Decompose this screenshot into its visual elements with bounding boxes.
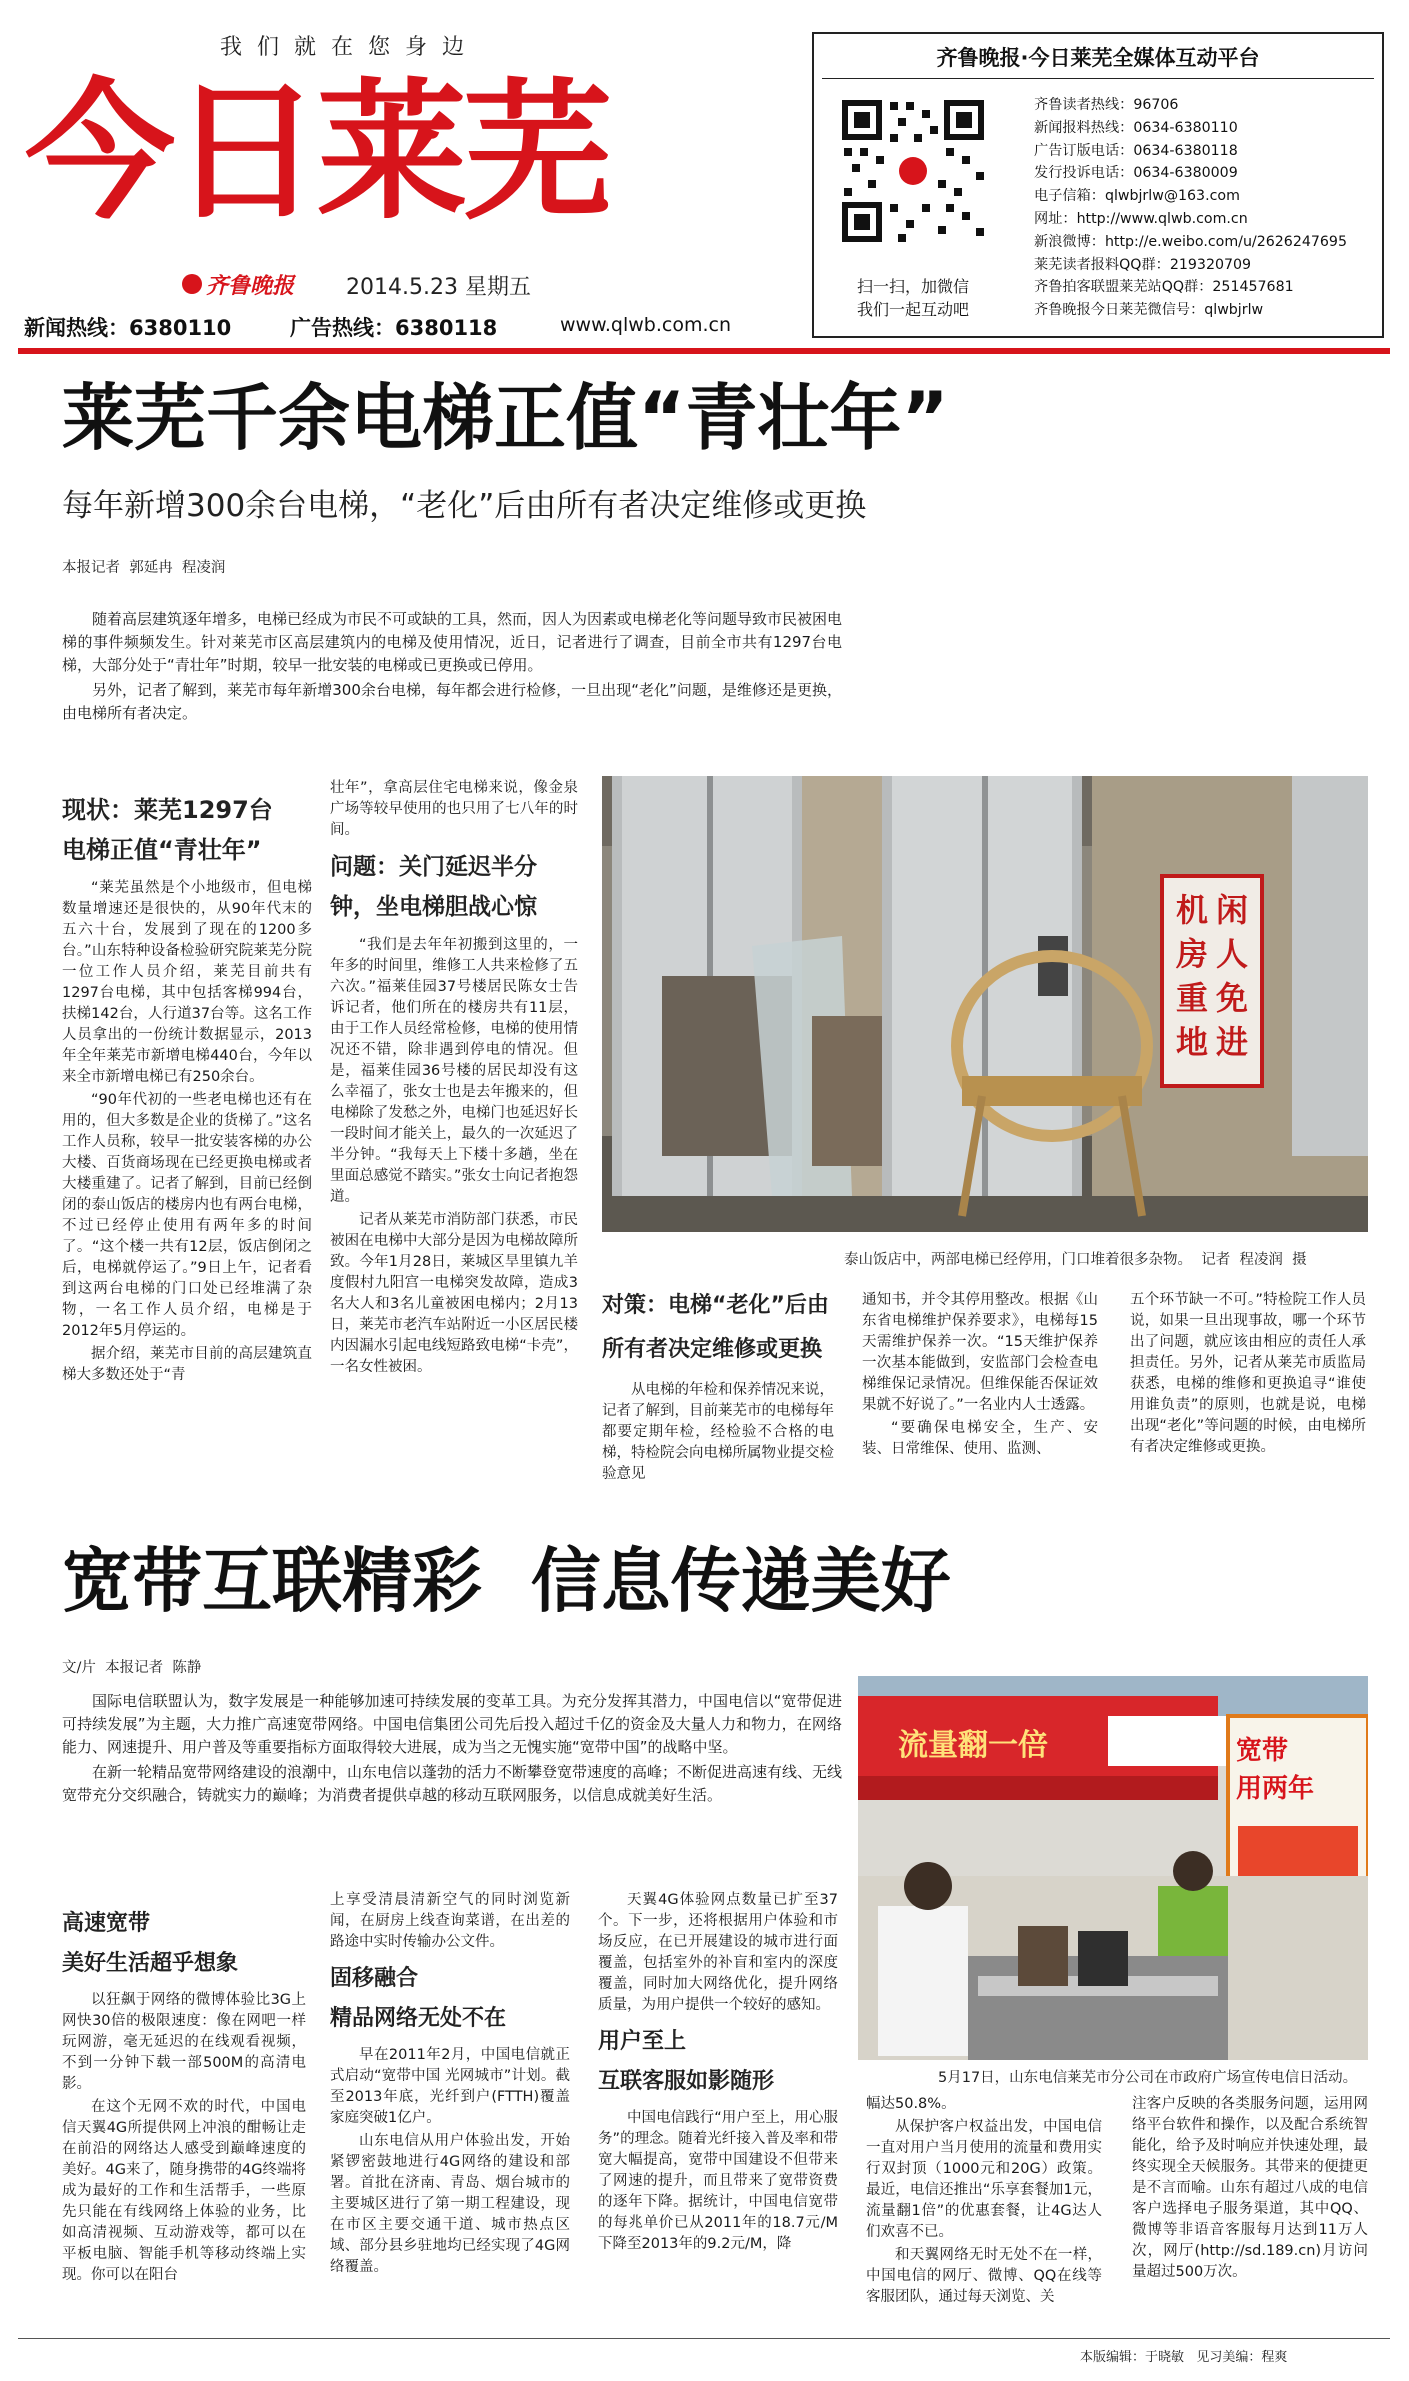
article2-headline: 宽带互联精彩 信息传递美好 bbox=[62, 1540, 951, 1622]
article2-byline: 文/片 本报记者 陈静 bbox=[62, 1660, 202, 1676]
article1-intro bbox=[62, 608, 842, 727]
section-title-line: 美好生活超乎想象 bbox=[62, 1951, 239, 1976]
article2-col2 bbox=[330, 1890, 570, 2330]
article1-para: “莱芜虽然是个小地级市，但电梯数量增速还是很快的，从90年代末的五六十台，发展到了现在的1200多台。”山东特种设备检验研究院莱芜分院一位工作人员介绍，莱芜目前共有1297台电梯，其中包括客梯994台，扶梯142台，人行道37台等。这名工作人员拿出的一份统计数据显示，2013年全年莱芜市新增电梯440台，今年以来全市新增电梯已有250余台。 bbox=[62, 880, 312, 1085]
article1-intro-para: 随着高层建筑逐年增多，电梯已经成为市民不可或缺的工具，然而，因人为因素或电梯老化等问题导致市民被困电梯的事件频频发生。针对莱芜市区高层建筑内的电梯及使用情况，近日，记者进行了调查，目前全市共有1297台电梯，大部分处于“青壮年”时期，较早一批安装的电梯或已更换或已停用。 bbox=[62, 610, 843, 674]
article2-para: 在这个无网不欢的时代，中国电信天翼4G所提供网上冲浪的酣畅让走在前沿的网络达人感受到巅峰速度的美好。4G来了，随身携带的4G终端将成为最好的工作和生活帮手，一些原先只能在有线网络上体验的业务，比如高清视频、互动游戏等，都可以在平板电脑、智能手机等移动终端上实现。你可以在阳台 bbox=[62, 2099, 306, 2283]
platform-title: 齐鲁晚报·今日莱芜全媒体互动平台 bbox=[936, 46, 1260, 70]
section-title-line: 互联客服如影随形 bbox=[598, 2069, 775, 2094]
article2-col4 bbox=[866, 2094, 1102, 2330]
article2-intro-para: 国际电信联盟认为，数字发展是一种能够加速可持续发展的变革工具。为充分发挥其潜力，中国电信以“宽带促进可持续发展”为主题，大力推广高速宽带网络。中国电信集团公司先后投入超过千亿的资金及大量人力和物力，在网络能力、网速提升、用户普及等重要指标方面取得较大进展，成为当之无愧实施“宽带中国”的战略中坚。 bbox=[62, 1692, 842, 1756]
partner-name: 齐鲁晚报 bbox=[206, 272, 295, 299]
article2-section1-title bbox=[62, 1904, 312, 1984]
section-title-line: 问题：关门延迟半分 bbox=[330, 854, 537, 880]
masthead-slogan: 我 们 就 在 您 身 边 bbox=[220, 35, 468, 60]
contact-complaint-phone: 发行投诉电话：0634-6380009 bbox=[1034, 165, 1238, 182]
article1-col4 bbox=[862, 1290, 1098, 1500]
article2-section3-title bbox=[598, 2022, 838, 2102]
sign-char: 闲 bbox=[1215, 891, 1248, 929]
article1-section3-title bbox=[602, 1284, 852, 1372]
qr-code[interactable] bbox=[838, 96, 988, 246]
article1-para: 壮年”，拿高层住宅电梯来说，像金泉广场等较早使用的也只用了七八年的时间。 bbox=[330, 780, 578, 838]
article1-subheadline: 每年新增300余台电梯，“老化”后由所有者决定维修或更换 bbox=[62, 488, 867, 524]
article1-para: “90年代初的一些老电梯也还有在用的，但大多数是企业的货梯了。”这名工作人员称，较早一批安装客梯的办公大楼、百货商场现在已经更换电梯或者大楼重建了。记者了解到，目前已经倒闭的泰山饭店的楼房内也有两台电梯，不过已经停止使用有两年多的时间了。“这个楼一共有12层，饭店倒闭之后，电梯就停运了。”9日上午，记者看到这两台电梯的门口处已经堆满了杂物，一名工作人员介绍，电梯是于2012年5月停运的。 bbox=[62, 1092, 312, 1339]
platform-divider bbox=[822, 78, 1374, 79]
section-title-line: 现状：莱芜1297台 bbox=[62, 796, 273, 824]
article2-intro bbox=[62, 1690, 842, 1809]
article1-para: 据介绍，莱芜市目前的高层建筑直梯大多数还处于“青 bbox=[62, 1346, 312, 1383]
telecom-photo bbox=[858, 1676, 1368, 2060]
article2-para: 山东电信从用户体验出发，开始紧锣密鼓地进行4G网络的建设和部署。首批在济南、青岛、烟台城市的主要城区进行了第一期工程建设，现在市区主要交通干道、城市热点区域、部分县乡驻地均已经实现了4G网络覆盖。 bbox=[330, 2133, 570, 2275]
masthead-title: 今日莱芜 bbox=[25, 66, 610, 240]
section-title-line: 所有者决定维修或更换 bbox=[602, 1337, 823, 1362]
news-hotline: 新闻热线：6380110 bbox=[24, 316, 232, 340]
article2-para: 早在2011年2月，中国电信就正式启动“宽带中国 光网城市”计划。截至2013年底，光纤到户(FTTH)覆盖家庭突破1亿户。 bbox=[330, 2047, 570, 2126]
contact-list bbox=[1034, 94, 1379, 322]
article1-headline: 莱芜千余电梯正值“青壮年” bbox=[62, 376, 949, 460]
article2-para: 注客户反映的各类服务问题，运用网络平台软件和操作，以及配合系统智能化，给予及时响应并快速处理，最终实现全天候服务。其带来的便捷更是不言而喻。山东有超过八成的电信客户选择电子服务渠道，其中QQ、微博等非语音客服每月达到11万人次，网厅(http://sd.189.cn)月访问量超过500万次。 bbox=[1132, 2096, 1368, 2280]
article2-para: 和天翼网络无时无处不在一样，中国电信的网厅、微博、QQ在线等客服团队，通过每天浏览、关 bbox=[866, 2247, 1102, 2305]
article2-para: 天翼4G体验网点数量已扩至37个。下一步，还将根据用户体验和市场反应，在已开展建设的城市进行面覆盖，包括室外的补盲和室内的深度覆盖，同时加大网络优化，提升网络质量，为用户提供一个较好的感知。 bbox=[598, 1892, 838, 2013]
article2-intro-para: 在新一轮精品宽带网络建设的浪潮中，山东电信以蓬勃的活力不断攀登宽带速度的高峰；不断促进高速有线、无线宽带充分交织融合，铸就实力的巅峰；为消费者提供卓越的移动互联网服务，以信息成就美好生活。 bbox=[62, 1763, 843, 1804]
website-url[interactable]: www.qlwb.com.cn bbox=[560, 314, 731, 336]
section-title-line: 高速宽带 bbox=[62, 1911, 151, 1936]
masthead-rule bbox=[18, 348, 1390, 354]
contact-qq-group: 莱芜读者报料QQ群：219320709 bbox=[1034, 256, 1252, 273]
article1-col3 bbox=[602, 1380, 834, 1500]
contact-email[interactable]: 电子信箱：qlwbjrlw@163.com bbox=[1034, 188, 1240, 205]
issue-date: 2014.5.23 星期五 bbox=[346, 275, 531, 300]
article2-section2-title bbox=[330, 1959, 570, 2039]
article1-intro-para: 另外，记者了解到，莱芜市每年新增300余台电梯，每年都会进行检修，一旦出现“老化”问题，是维修还是更换，由电梯所有者决定。 bbox=[62, 681, 842, 722]
article2-para: 以狂飙于网络的微博体验比3G上网快30倍的极限速度：像在网吧一样玩网游，毫无延迟的在线观看视频，不到一分钟下载一部500M的高清电影。 bbox=[62, 1992, 306, 2092]
section-title-line: 精品网络无处不在 bbox=[330, 2006, 507, 2031]
section-title-line: 用户至上 bbox=[598, 2029, 687, 2054]
qr-caption-line2: 我们一起互动吧 bbox=[856, 300, 969, 319]
article2-para: 中国电信践行“用户至上，用心服务”的理念。随着光纤接入普及率和带宽大幅提高，宽带中国建设不但带来了网速的提升，而且带来了宽带资费的逐年下降。据统计，中国电信宽带的每兆单价已从2011年的18.7元/M下降至2013年的9.2元/M，降 bbox=[598, 2110, 838, 2252]
article2-para: 从保护客户权益出发，中国电信一直对用户当月使用的流量和费用实行双封顶（1000元和20G）政策。最近，电信还推出“乐享套餐加1元，流量翻1倍”的优惠套餐，让4G达人们欢喜不已。 bbox=[866, 2119, 1102, 2240]
article2-col5 bbox=[1132, 2094, 1368, 2330]
section-title-line: 电梯正值“青壮年” bbox=[62, 836, 262, 864]
section-title-line: 钟，坐电梯胆战心惊 bbox=[330, 894, 537, 920]
footer-editor: 本版编辑：于晓敏 见习美编：程爽 bbox=[1080, 2350, 1288, 2365]
article1-para: “我们是去年年初搬到这里的，一年多的时间里，维修工人共来检修了五六次。”福莱佳园37号楼居民陈女士告诉记者，他们所在的楼房共有11层，由于工作人员经常检修，电梯的使用情况还不错，除非遇到停电的情况。但是，福莱佳园36号楼的居民却没有这么幸福了，张女士也是去年搬来的，但电梯除了发愁之外，电梯门也延迟好长一段时间才能关上，最久的一次延迟了半分钟。“我每天上下楼十多趟，坐在里面总感觉不踏实。”张女士向记者抱怨道。 bbox=[330, 937, 578, 1205]
article2-para: 上享受清晨清新空气的同时浏览新闻，在厨房上线查询菜谱，在出差的路途中实时传输办公文件。 bbox=[330, 1892, 570, 1950]
contact-paike-qq: 齐鲁拍客联盟莱芜站QQ群：251457681 bbox=[1034, 279, 1294, 296]
article1-col2 bbox=[330, 778, 578, 1498]
partner-logo-icon bbox=[182, 274, 202, 294]
section-title-line: 固移融合 bbox=[330, 1966, 419, 1991]
elevator-photo-caption: 泰山饭店中，两部电梯已经停用，门口堆着很多杂物。 记者 程凌润 摄 bbox=[844, 1252, 1307, 1268]
article2-para: 幅达50.8%。 bbox=[866, 2096, 956, 2112]
footer-rule bbox=[18, 2338, 1390, 2339]
contact-ad-phone: 广告订版电话：0634-6380118 bbox=[1034, 142, 1238, 159]
board-line: 用两年 bbox=[1236, 1774, 1315, 1804]
photo-banner-text: 流量翻一倍 bbox=[898, 1728, 1048, 1763]
article1-para: 记者从莱芜市消防部门获悉，市民被困在电梯中大部分是因为电梯故障所致。今年1月28日，莱城区旱里镇九羊度假村九阳宫一电梯突发故障，造成3名大人和3名儿童被困电梯内；2月13日，莱芜市老汽车站附近一小区居民楼内因漏水引起电线短路致电梯“卡壳”，一名女性被困。 bbox=[330, 1212, 578, 1375]
contact-weibo[interactable]: 新浪微博：http://e.weibo.com/u/2626247695 bbox=[1034, 233, 1347, 250]
section-title-line: 对策：电梯“老化”后由 bbox=[602, 1293, 829, 1318]
article1-para: “要确保电梯安全，生产、安装、日常维保、使用、监测、 bbox=[862, 1420, 1098, 1457]
sign-char: 地 bbox=[1175, 1023, 1208, 1061]
article1-para: 通知书，并令其停用整改。根据《山东省电梯维护保养要求》，电梯每15天需维护保养一次。“15天维护保养一次基本能做到，安监部门会检查电梯维保记录情况。但维保能否保证效果就不好说了。”一名业内人士透露。 bbox=[862, 1292, 1098, 1413]
telecom-photo-caption: 5月17日，山东电信莱芜市分公司在市政府广场宣传电信日活动。 bbox=[938, 2070, 1358, 2086]
contact-news-hotline: 新闻报料热线：0634-6380110 bbox=[1034, 119, 1238, 136]
platform-box bbox=[812, 32, 1384, 338]
article1-byline: 本报记者 郭延冉 程凌润 bbox=[62, 560, 226, 576]
board-line: 宽带 bbox=[1236, 1736, 1289, 1766]
article1-para: 五个环节缺一不可。”特检院工作人员说，如果一旦出现事故，哪一个环节出了问题，就应该由相应的责任人承担责任。另外，记者从莱芜市质监局获悉，电梯的维修和更换追寻“谁使用谁负责”的原则，也就是说，电梯出现“老化”等问题的时候，由电梯所有者决定维修或更换。 bbox=[1130, 1292, 1366, 1455]
sign-char: 进 bbox=[1215, 1023, 1248, 1061]
elevator-photo bbox=[602, 776, 1368, 1232]
contact-website[interactable]: 网址：http://www.qlwb.com.cn bbox=[1034, 210, 1248, 227]
partner-logo bbox=[182, 270, 294, 298]
article1-col1 bbox=[62, 878, 312, 1498]
ad-hotline: 广告热线：6380118 bbox=[290, 316, 498, 340]
article2-col3 bbox=[598, 1890, 838, 2330]
sign-char: 人 bbox=[1215, 935, 1248, 973]
contact-reader-hotline: 齐鲁读者热线：96706 bbox=[1034, 97, 1179, 113]
article1-section1-title bbox=[62, 790, 302, 870]
article1-section2-title bbox=[330, 847, 578, 927]
sign-char: 重 bbox=[1175, 979, 1208, 1017]
photo-board-text bbox=[1236, 1732, 1314, 1808]
article2-col1 bbox=[62, 1990, 306, 2330]
sign-char: 机 bbox=[1175, 891, 1208, 929]
sign-char: 房 bbox=[1175, 935, 1208, 973]
article1-para: 从电梯的年检和保养情况来说，记者了解到，目前莱芜市的电梯每年都要定期年检，经检验不合格的电梯，特检院会向电梯所属物业提交检验意见 bbox=[602, 1382, 834, 1482]
qr-caption-line1: 扫一扫，加微信 bbox=[856, 277, 969, 296]
article1-col5 bbox=[1130, 1290, 1366, 1500]
contact-wechat: 齐鲁晚报今日莱芜微信号：qlwbjrlw bbox=[1034, 302, 1264, 319]
sign-char: 免 bbox=[1215, 979, 1248, 1017]
sign-text bbox=[1172, 888, 1252, 1064]
